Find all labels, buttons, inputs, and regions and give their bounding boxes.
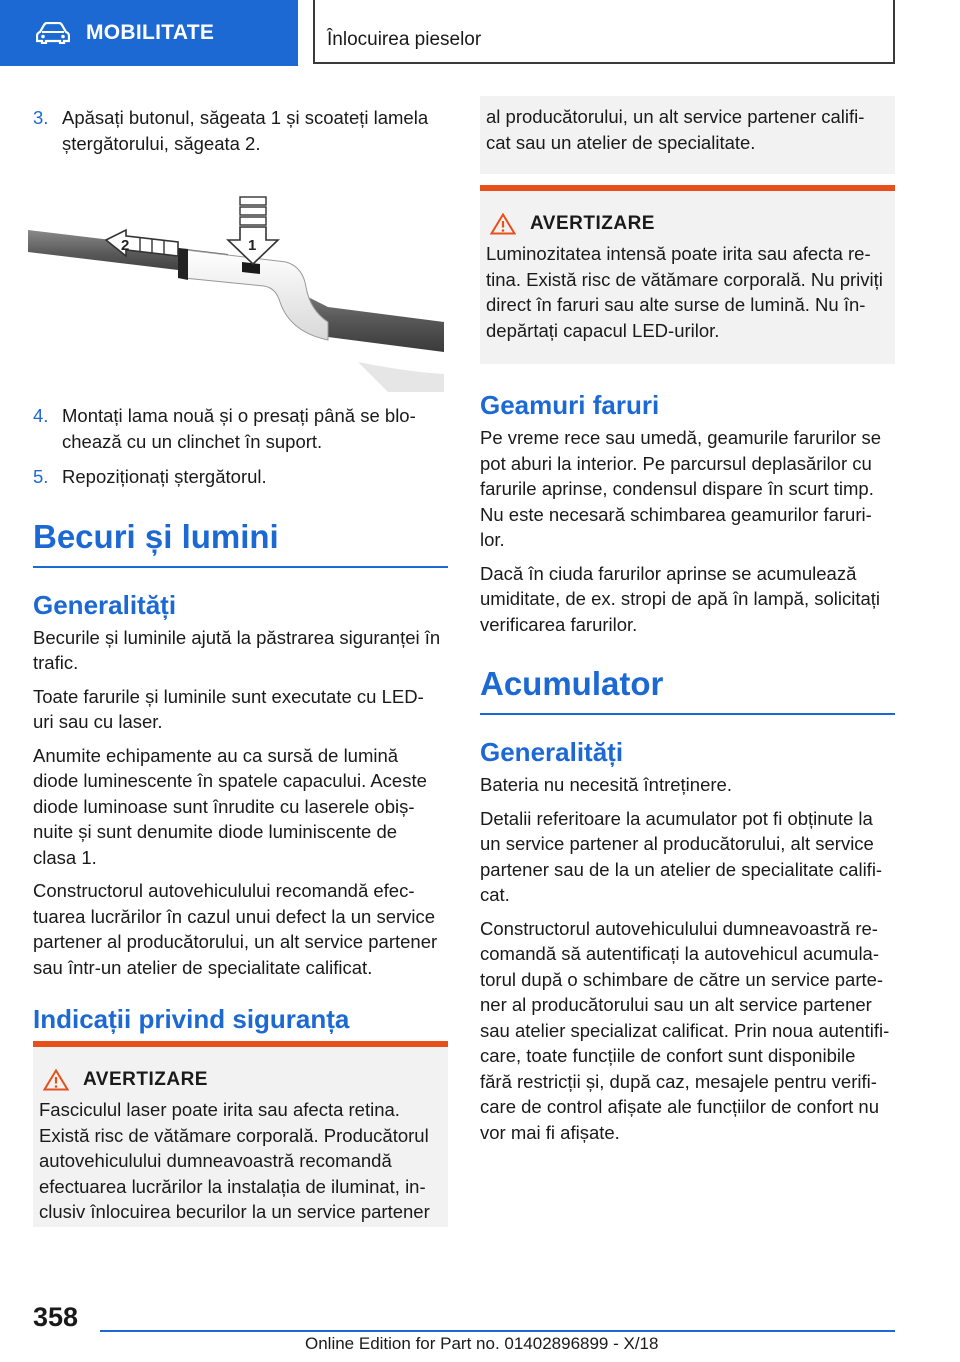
chapter-header: [313, 0, 895, 64]
section-title: MOBILITATE: [86, 21, 215, 44]
step-number: 3.: [33, 107, 49, 128]
step-text-line: ștergătorului, săgeata 2.: [62, 132, 261, 154]
step-3: [33, 105, 448, 156]
heading-safety: Indicații privind siguranța: [33, 1004, 350, 1034]
warning-header: [486, 213, 895, 235]
step-4: [33, 403, 448, 454]
arrow-1: [228, 197, 278, 264]
right-column: [480, 390, 895, 1145]
heading-general: Generalități: [480, 737, 624, 767]
footer-rule: [100, 1330, 895, 1332]
warning-box-laser: [33, 1041, 448, 1227]
step-5: [33, 464, 448, 490]
page-number: 358: [33, 1302, 79, 1332]
continued-text: al producătorului, un alt service partener califi- cat sau un atelier de specialitate.: [486, 106, 865, 153]
car-icon: [36, 22, 70, 44]
heading-rule: [33, 566, 448, 568]
warning-title: AVERTIZARE: [530, 213, 655, 234]
warning-title: AVERTIZARE: [83, 1069, 208, 1090]
step-text-line: Montați lama nouă și o presați până se blo-: [62, 405, 416, 426]
arrow-1-label: 1: [248, 237, 257, 254]
warning-box-led: [480, 185, 895, 364]
heading-rule: [480, 713, 895, 715]
warning-header: [39, 1069, 448, 1091]
paragraph: Constructorul autovehiculului recomandă efec- tuarea lucrărilor în cazul unui defect la un service partener al producătorului, un alt service partener sau într-un atelier de specialitate calificat.: [33, 880, 438, 978]
continued-box: [480, 96, 895, 174]
step-number: 5.: [33, 466, 49, 487]
paragraph: Pe vreme rece sau umedă, geamurile farurilor se pot aburi la interior. Pe parcursul deplasărilor cu farurile aprinse, condensul dispare în scurt timp. Nu este necesară schimbarea geamurilor faruri- lor.: [480, 427, 882, 550]
paragraph: Bateria nu necesită întreținere.: [480, 774, 732, 795]
section-tab[interactable]: [0, 0, 298, 66]
left-column: [33, 105, 448, 156]
chapter-title: Înlocuirea pieselor: [327, 29, 482, 50]
step-number: 4.: [33, 405, 49, 426]
left-column-lower: [33, 403, 448, 1035]
heading-headlight-glass: Geamuri faruri: [480, 390, 660, 420]
step-text-line: Apăsați butonul, săgeata 1 și scoateți lamela: [62, 107, 429, 128]
warning-text: Luminozitatea intensă poate irita sau afecta re- tina. Există risc de vătămare corporală. Nu priviți direct în faruri sau alte surse de lumină. Nu în- depărtați capacul LED-urilor.: [486, 243, 883, 341]
paragraph: Toate farurile și luminile sunt executate cu LED- uri sau cu laser.: [33, 685, 424, 732]
step-text-line: Repoziționați ștergătorul.: [62, 466, 267, 487]
heading-battery: Acumulator: [480, 665, 664, 702]
arrow-2-label: 2: [121, 237, 130, 254]
paragraph: Dacă în ciuda farurilor aprinse se acumulează umiditate, de ex. stropi de apă în lampă, solicitați verificarea farurilor.: [480, 562, 881, 635]
warning-triangle-icon: [43, 1069, 69, 1091]
edition-text: Online Edition for Part no. 01402896899 - X/18: [305, 1334, 659, 1353]
heading-bulbs-lights: Becuri și lumini: [33, 517, 279, 555]
paragraph: Becurile și luminile ajută la păstrarea siguranței în trafic.: [33, 626, 441, 673]
step-text-line: chează cu un clinchet în suport.: [62, 430, 323, 452]
paragraph: Anumite echipamente au ca sursă de lumină diode luminescente în spatele capacului. Aceste diode luminoase sunt înrudite cu laserele obiș- nuite și sunt denumite diode luminiscente de clasa 1.: [33, 744, 427, 868]
paragraph: Constructorul autovehiculului dumneavoastră re- comandă să autentificați la autovehicul acumula- torul după o schimbare de către un service parte- ner al producătorului sau un alt service partener sau atelier specializat calificat. Prin noua autentifi- care, toate funcțiile de confort sunt disponibile fără restricții și, după caz, mesajele pentru verifi- care de control afișate ale funcțiilor de confort nu vor mai fi afișate.: [480, 917, 890, 1143]
warning-triangle-icon: [490, 213, 516, 235]
heading-general: Generalități: [33, 589, 177, 620]
warning-text: Fasciculul laser poate irita sau afecta retina. Există risc de vătămare corporală. Producătorul autovehiculului dumneavoastră recomandă efectuarea lucrărilor la instalația de iluminat, in- clusiv înlocuirea becurilor la un service partener: [39, 1099, 430, 1222]
paragraph: Detalii referitoare la acumulator pot fi obținute la un service partener al producătorului, alt service partener sau de la un atelier de specialitate califi- cat.: [480, 807, 883, 905]
wiper-blade-figure: [28, 192, 444, 392]
